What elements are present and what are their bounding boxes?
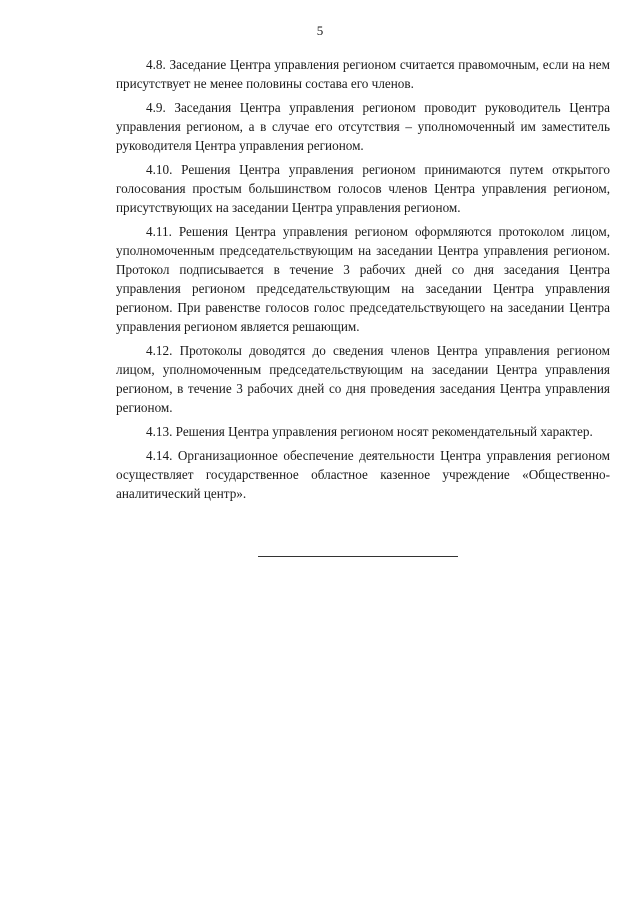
- paragraph-4-9: 4.9. Заседания Центра управления регионом проводит руководитель Центра управления регионом, а в случае его отсутствия – уполномоченный им заместитель руководителя Центра управления регионом.: [116, 100, 610, 153]
- end-of-document-rule: [258, 556, 458, 557]
- paragraph-4-12: 4.12. Протоколы доводятся до сведения членов Центра управления регионом лицом, уполномоченным председательствующим на заседании Центра управления регионом, в течение 3 рабочих дней со дня проведения заседания Центра управления регионом.: [116, 343, 610, 415]
- paragraph-4-11: 4.11. Решения Центра управления регионом оформляются протоколом лицом, уполномоченным председательствующим на заседании Центра управления регионом. Протокол подписывается в течение 3 рабочих дней со дня заседания Центра управления регионом председательствующим на заседании Центра управления регионом. При равенстве голосов голос председательствующего на заседании Центра управления регионом является решающим.: [116, 224, 610, 334]
- page-number: 5: [316, 23, 324, 38]
- paragraph-4-8: 4.8. Заседание Центра управления регионом считается правомочным, если на нем присутствует не менее половины состава его членов.: [116, 57, 610, 91]
- paragraph-4-14: 4.14. Организационное обеспечение деятельности Центра управления регионом осуществляет государственное областное казенное учреждение «Общественно-аналитический центр».: [116, 448, 610, 501]
- paragraph-4-10: 4.10. Решения Центра управления регионом принимаются путем открытого голосования простым большинством голосов членов Центра управления регионом, присутствующих на заседании Центра управления регионом.: [116, 162, 610, 215]
- document-body: [116, 55, 610, 508]
- paragraph-4-13: 4.13. Решения Центра управления регионом носят рекомендательный характер.: [146, 424, 593, 439]
